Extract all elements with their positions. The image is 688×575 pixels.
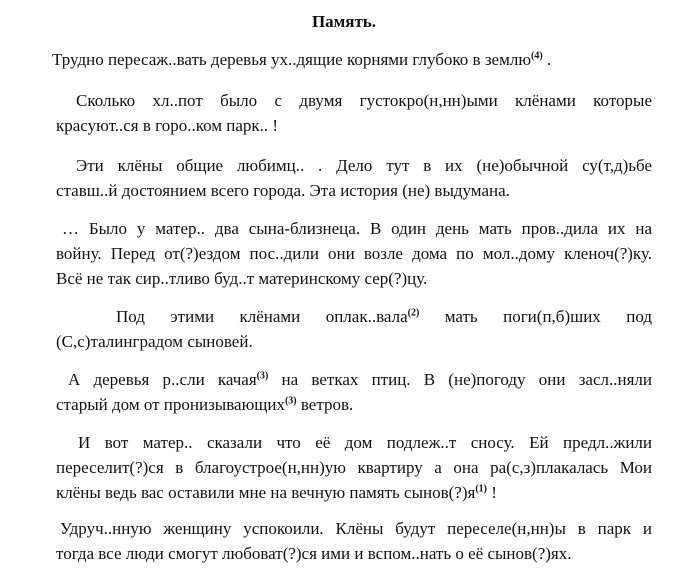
text-line: тогда все люди смогут любоват(?)ся ими и вспом..нать о её сынов(?)ях. <box>56 544 572 563</box>
text-line: Трудно пересаж..вать деревья ух..дящие корнями глубоко в землю$^{(4)}$ . <box>52 50 552 69</box>
footnote-marker: (1) <box>475 483 488 495</box>
text-line: Под этими клёнами оплак..вала$^{(2)}$ мать поги(п,б)ших под <box>116 307 652 326</box>
text-line: красуют..ся в горо..ком парк.. ! <box>56 116 279 135</box>
text-line: переселит(?)ся в благоустрое(н,нн)ую квартиру а она ра(с,з)плакалась Мои <box>56 458 652 477</box>
footnote-marker: (3) <box>256 370 269 382</box>
text-line: … Было у матер.. два сына-близнеца. В один день мать пров..дила их на <box>62 219 652 238</box>
footnote-marker: (3) <box>284 395 297 407</box>
document-title: Память. <box>311 12 377 31</box>
text-line: Эти клёны общие любимц.. . Дело тут в их (не)обычной су(т,д)ьбе <box>76 156 652 175</box>
text-line: Удруч..нную женщину успокоили. Клёны будут переселе(н,нн)ы в парк и <box>60 519 652 538</box>
text-line: (С,с)талинградом сыновей. <box>56 332 253 351</box>
text-line: ставш..й достоянием всего города. Эта история (не) выдумана. <box>56 181 510 200</box>
text-line: А деревья р..сли качая$^{(3)}$ на ветках птиц. В (не)погоду они засл..няли <box>68 370 652 389</box>
text-line: И вот матер.. сказали что её дом подлеж..т сносу. Ей предл..жили <box>78 433 652 452</box>
text-line: Сколько хл..пот было с двумя густокро(н,нн)ыми клёнами которые <box>76 91 652 110</box>
footnote-marker: (2) <box>407 307 420 319</box>
text-line: войну. Перед от(?)ездом пос..дили они возле дома по мол..дому кленоч(?)ку. <box>56 244 652 263</box>
text-line: старый дом от пронизывающих$^{(3)}$ ветров. <box>56 395 354 414</box>
text-line: клёны ведь вас оставили мне на вечную память $сынов(?)я^{(1)}$ ! <box>56 483 497 502</box>
text-line: Всё не так сир..тливо буд..т материнскому сер(?)цу. <box>56 269 428 288</box>
footnote-marker: (4) <box>531 50 543 62</box>
